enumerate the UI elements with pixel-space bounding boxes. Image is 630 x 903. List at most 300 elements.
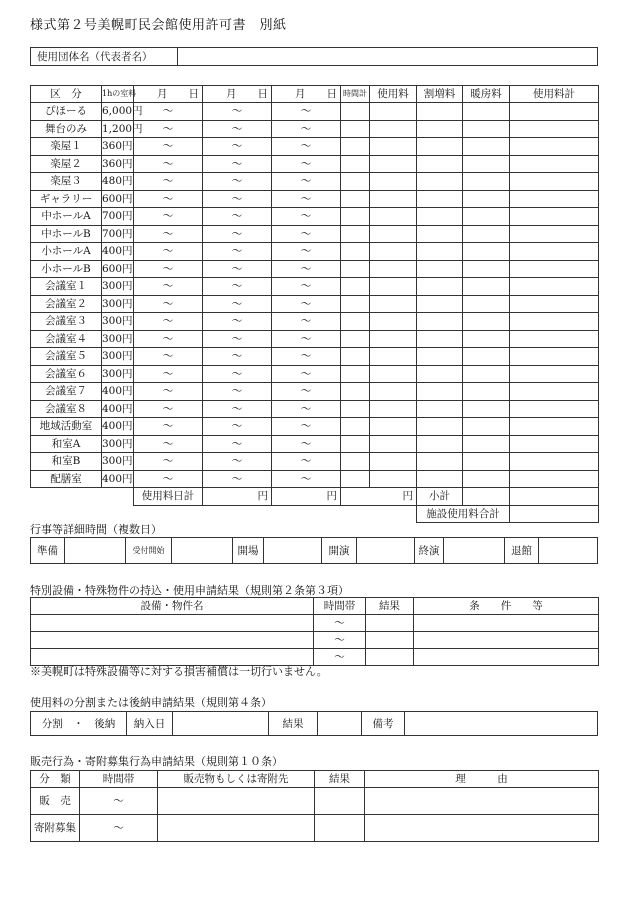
sales-header-time-slot: 時間帯 xyxy=(80,771,158,788)
date-1-time[interactable]: 〜 xyxy=(134,348,203,366)
usage-fee-cell[interactable] xyxy=(370,120,417,138)
fee-row xyxy=(31,400,599,418)
usage-fee-cell[interactable] xyxy=(370,243,417,261)
event-heading: 行事等詳細時間（複数日） xyxy=(30,523,162,536)
date-3-time[interactable]: 〜 xyxy=(272,295,341,313)
fee-row xyxy=(31,208,599,226)
usage-fee-total-cell[interactable] xyxy=(510,208,599,226)
header-hourly-fee: 1hの室料 xyxy=(102,86,134,103)
room-name: 小ホールA xyxy=(31,243,102,261)
surcharge-cell[interactable] xyxy=(417,103,463,121)
usage-fee-cell[interactable] xyxy=(370,418,417,436)
surcharge-cell[interactable] xyxy=(417,400,463,418)
heating-fee-cell[interactable] xyxy=(463,225,510,243)
date-2-time[interactable]: 〜 xyxy=(203,365,272,383)
special-row xyxy=(31,632,599,649)
date-1-time[interactable]: 〜 xyxy=(134,225,203,243)
heating-fee-cell[interactable] xyxy=(463,330,510,348)
facility-total-field[interactable] xyxy=(510,505,599,523)
usage-fee-cell[interactable] xyxy=(370,278,417,296)
hourly-fee: 400円 xyxy=(102,383,134,401)
heating-fee-cell[interactable] xyxy=(463,418,510,436)
date-2-time[interactable]: 〜 xyxy=(203,278,272,296)
subtotal-surcharge[interactable] xyxy=(510,488,599,506)
fee-row xyxy=(31,383,599,401)
date-2-time[interactable]: 〜 xyxy=(203,400,272,418)
date-3-time[interactable]: 〜 xyxy=(272,418,341,436)
date-1-time[interactable]: 〜 xyxy=(134,295,203,313)
surcharge-cell[interactable] xyxy=(417,365,463,383)
fee-row xyxy=(31,155,599,173)
surcharge-cell[interactable] xyxy=(417,225,463,243)
usage-fee-cell[interactable] xyxy=(370,173,417,191)
surcharge-cell[interactable] xyxy=(417,348,463,366)
surcharge-cell[interactable] xyxy=(417,383,463,401)
usage-fee-total-cell[interactable] xyxy=(510,400,599,418)
event-reception-start-field[interactable] xyxy=(172,538,233,564)
date-3-time[interactable]: 〜 xyxy=(272,260,341,278)
heating-fee-cell[interactable] xyxy=(463,453,510,471)
usage-fee-cell[interactable] xyxy=(370,330,417,348)
special-row xyxy=(31,615,599,632)
event-prep-label: 準備 xyxy=(31,538,65,564)
date-3-time[interactable]: 〜 xyxy=(272,400,341,418)
sales-category: 寄附募集 xyxy=(31,815,80,842)
total-hours-cell[interactable] xyxy=(341,278,370,296)
header-date-1: 月 日 xyxy=(134,86,203,103)
heating-fee-cell[interactable] xyxy=(463,383,510,401)
heating-fee-cell[interactable] xyxy=(463,365,510,383)
date-2-time[interactable]: 〜 xyxy=(203,453,272,471)
daily-total-1[interactable]: 円 xyxy=(203,488,272,506)
date-1-time[interactable]: 〜 xyxy=(134,383,203,401)
usage-fee-cell[interactable] xyxy=(370,208,417,226)
sales-row xyxy=(31,788,599,815)
date-2-time[interactable]: 〜 xyxy=(203,348,272,366)
total-hours-cell[interactable] xyxy=(341,103,370,121)
heating-fee-cell[interactable] xyxy=(463,173,510,191)
sales-item-field[interactable] xyxy=(158,815,315,842)
event-doors-open-field[interactable] xyxy=(264,538,322,564)
fee-row xyxy=(31,453,599,471)
heating-fee-cell[interactable] xyxy=(463,103,510,121)
special-equipment-table xyxy=(30,597,599,666)
surcharge-cell[interactable] xyxy=(417,313,463,331)
sales-header-result: 結果 xyxy=(315,771,365,788)
hourly-fee: 300円 xyxy=(102,278,134,296)
heating-fee-cell[interactable] xyxy=(463,470,510,488)
daily-total-2[interactable]: 円 xyxy=(272,488,341,506)
usage-fee-total-cell[interactable] xyxy=(510,190,599,208)
usage-fee-total-cell[interactable] xyxy=(510,243,599,261)
date-1-time[interactable]: 〜 xyxy=(134,208,203,226)
total-hours-cell[interactable] xyxy=(341,243,370,261)
fee-row xyxy=(31,120,599,138)
room-name: 会議室７ xyxy=(31,383,102,401)
usage-fee-cell[interactable] xyxy=(370,225,417,243)
hourly-fee: 360円 xyxy=(102,155,134,173)
date-2-time[interactable]: 〜 xyxy=(203,225,272,243)
hourly-fee: 360円 xyxy=(102,138,134,156)
special-header-time-slot: 時間帯 xyxy=(314,598,366,615)
usage-fee-total-cell[interactable] xyxy=(510,348,599,366)
date-2-time[interactable]: 〜 xyxy=(203,295,272,313)
total-hours-cell[interactable] xyxy=(341,348,370,366)
hourly-fee: 300円 xyxy=(102,348,134,366)
hourly-fee: 400円 xyxy=(102,243,134,261)
surcharge-cell[interactable] xyxy=(417,243,463,261)
usage-fee-total-cell[interactable] xyxy=(510,313,599,331)
date-3-time[interactable]: 〜 xyxy=(272,138,341,156)
header-total-hours: 時間計 xyxy=(341,86,370,103)
payment-date-label: 納入日 xyxy=(127,712,173,736)
date-2-time[interactable]: 〜 xyxy=(203,330,272,348)
room-name: 楽屋２ xyxy=(31,155,102,173)
usage-fee-total-cell[interactable] xyxy=(510,418,599,436)
subtotal-usage[interactable] xyxy=(463,488,510,506)
date-3-time[interactable]: 〜 xyxy=(272,120,341,138)
hourly-fee: 6,000円 xyxy=(102,103,134,121)
date-1-time[interactable]: 〜 xyxy=(134,435,203,453)
surcharge-cell[interactable] xyxy=(417,190,463,208)
usage-fee-cell[interactable] xyxy=(370,383,417,401)
special-header-conditions: 条 件 等 xyxy=(414,598,599,615)
usage-fee-total-cell[interactable] xyxy=(510,435,599,453)
date-2-time[interactable]: 〜 xyxy=(203,435,272,453)
date-1-time[interactable]: 〜 xyxy=(134,138,203,156)
special-result-field[interactable] xyxy=(366,615,414,632)
fee-row xyxy=(31,295,599,313)
fee-row xyxy=(31,243,599,261)
heating-fee-cell[interactable] xyxy=(463,400,510,418)
fee-row xyxy=(31,103,599,121)
usage-fee-total-cell[interactable] xyxy=(510,453,599,471)
date-3-time[interactable]: 〜 xyxy=(272,155,341,173)
date-1-time[interactable]: 〜 xyxy=(134,190,203,208)
usage-fee-total-cell[interactable] xyxy=(510,365,599,383)
total-hours-cell[interactable] xyxy=(341,313,370,331)
date-1-time[interactable]: 〜 xyxy=(134,260,203,278)
usage-fee-total-cell[interactable] xyxy=(510,103,599,121)
usage-fee-cell[interactable] xyxy=(370,295,417,313)
sales-header-item-or-recipient: 販売物もしくは寄附先 xyxy=(158,771,315,788)
form-title: 様式第２号美幌町民会館使用許可書 別紙 xyxy=(30,18,287,33)
date-3-time[interactable]: 〜 xyxy=(272,173,341,191)
fee-row xyxy=(31,260,599,278)
hourly-fee: 400円 xyxy=(102,470,134,488)
sales-reason-field[interactable] xyxy=(365,815,599,842)
usage-fee-total-cell[interactable] xyxy=(510,278,599,296)
group-name-field[interactable] xyxy=(178,48,598,66)
usage-fee-total-cell[interactable] xyxy=(510,260,599,278)
payment-remarks-field[interactable] xyxy=(405,712,598,736)
total-hours-cell[interactable] xyxy=(341,453,370,471)
date-2-time[interactable]: 〜 xyxy=(203,103,272,121)
hourly-fee: 700円 xyxy=(102,225,134,243)
date-3-time[interactable]: 〜 xyxy=(272,208,341,226)
special-conditions-field[interactable] xyxy=(414,615,599,632)
daily-total-3[interactable]: 円 xyxy=(341,488,417,506)
sales-header-category: 分 類 xyxy=(31,771,80,788)
date-2-time[interactable]: 〜 xyxy=(203,120,272,138)
room-name: 小ホールB xyxy=(31,260,102,278)
heating-fee-cell[interactable] xyxy=(463,190,510,208)
surcharge-cell[interactable] xyxy=(417,173,463,191)
date-3-time[interactable]: 〜 xyxy=(272,348,341,366)
fee-row xyxy=(31,313,599,331)
sales-time-field[interactable]: 〜 xyxy=(80,788,158,815)
heating-fee-cell[interactable] xyxy=(463,120,510,138)
surcharge-cell[interactable] xyxy=(417,418,463,436)
total-hours-cell[interactable] xyxy=(341,173,370,191)
date-1-time[interactable]: 〜 xyxy=(134,365,203,383)
sales-result-field[interactable] xyxy=(315,815,365,842)
date-3-time[interactable]: 〜 xyxy=(272,330,341,348)
date-3-time[interactable]: 〜 xyxy=(272,435,341,453)
usage-fee-total-cell[interactable] xyxy=(510,330,599,348)
surcharge-cell[interactable] xyxy=(417,278,463,296)
room-name: 会議室３ xyxy=(31,313,102,331)
heating-fee-cell[interactable] xyxy=(463,278,510,296)
date-1-time[interactable]: 〜 xyxy=(134,453,203,471)
payment-date-field[interactable] xyxy=(173,712,269,736)
fee-row xyxy=(31,225,599,243)
event-prep-field[interactable] xyxy=(65,538,126,564)
header-heating-fee: 暖房料 xyxy=(463,86,510,103)
heating-fee-cell[interactable] xyxy=(463,208,510,226)
date-3-time[interactable]: 〜 xyxy=(272,470,341,488)
subtotal-label: 小計 xyxy=(417,488,463,506)
date-3-time[interactable]: 〜 xyxy=(272,313,341,331)
event-performance-start-label: 開演 xyxy=(322,538,357,564)
sales-header-row xyxy=(31,771,599,788)
usage-fee-cell[interactable] xyxy=(370,190,417,208)
room-name: 会議室８ xyxy=(31,400,102,418)
usage-fee-total-cell[interactable] xyxy=(510,470,599,488)
event-leave-field[interactable] xyxy=(539,538,598,564)
usage-fee-total-cell[interactable] xyxy=(510,138,599,156)
event-performance-end-field[interactable] xyxy=(444,538,505,564)
date-1-time[interactable]: 〜 xyxy=(134,120,203,138)
heating-fee-cell[interactable] xyxy=(463,313,510,331)
hourly-fee: 300円 xyxy=(102,295,134,313)
surcharge-cell[interactable] xyxy=(417,138,463,156)
room-name: 楽屋１ xyxy=(31,138,102,156)
payment-result-label: 結果 xyxy=(269,712,318,736)
special-heading: 特別設備・特殊物件の持込・使用申請結果（規則第２条第３項） xyxy=(30,584,349,597)
usage-fee-total-cell[interactable] xyxy=(510,225,599,243)
usage-fee-cell[interactable] xyxy=(370,103,417,121)
sales-result-field[interactable] xyxy=(315,788,365,815)
date-2-time[interactable]: 〜 xyxy=(203,243,272,261)
event-time-table xyxy=(30,537,598,564)
event-reception-start-label: 受付開始 xyxy=(126,538,172,564)
sales-time-field[interactable]: 〜 xyxy=(80,815,158,842)
event-doors-open-label: 開場 xyxy=(233,538,264,564)
fee-row xyxy=(31,418,599,436)
date-2-time[interactable]: 〜 xyxy=(203,173,272,191)
usage-fee-total-cell[interactable] xyxy=(510,295,599,313)
date-1-time[interactable]: 〜 xyxy=(134,173,203,191)
sales-reason-field[interactable] xyxy=(365,788,599,815)
surcharge-cell[interactable] xyxy=(417,208,463,226)
total-hours-cell[interactable] xyxy=(341,155,370,173)
surcharge-cell[interactable] xyxy=(417,435,463,453)
header-date-3: 月 日 xyxy=(272,86,341,103)
usage-fee-cell[interactable] xyxy=(370,348,417,366)
total-hours-cell[interactable] xyxy=(341,435,370,453)
special-conditions-field[interactable] xyxy=(414,649,599,666)
surcharge-cell[interactable] xyxy=(417,295,463,313)
heating-fee-cell[interactable] xyxy=(463,155,510,173)
date-2-time[interactable]: 〜 xyxy=(203,260,272,278)
room-name: 和室B xyxy=(31,453,102,471)
total-hours-cell[interactable] xyxy=(341,208,370,226)
room-name: 楽屋３ xyxy=(31,173,102,191)
room-name: 地域活動室 xyxy=(31,418,102,436)
hourly-fee: 300円 xyxy=(102,313,134,331)
total-hours-cell[interactable] xyxy=(341,260,370,278)
total-hours-cell[interactable] xyxy=(341,330,370,348)
total-hours-cell[interactable] xyxy=(341,190,370,208)
payment-table xyxy=(30,711,598,736)
date-3-time[interactable]: 〜 xyxy=(272,365,341,383)
facility-total-blank xyxy=(31,505,417,523)
special-equipment-field[interactable] xyxy=(31,615,314,632)
date-2-time[interactable]: 〜 xyxy=(203,383,272,401)
split-deferred-label: 分割 ・ 後納 xyxy=(31,712,127,736)
hourly-fee: 600円 xyxy=(102,260,134,278)
usage-fee-cell[interactable] xyxy=(370,313,417,331)
payment-heading: 使用料の分割または後納申請結果（規則第４条） xyxy=(30,696,272,709)
header-section: 区 分 xyxy=(31,86,102,103)
total-hours-cell[interactable] xyxy=(341,225,370,243)
usage-fee-total-cell[interactable] xyxy=(510,120,599,138)
date-2-time[interactable]: 〜 xyxy=(203,208,272,226)
fee-row xyxy=(31,278,599,296)
hourly-fee: 600円 xyxy=(102,190,134,208)
sales-item-field[interactable] xyxy=(158,788,315,815)
surcharge-cell[interactable] xyxy=(417,330,463,348)
total-hours-cell[interactable] xyxy=(341,295,370,313)
header-date-2: 月 日 xyxy=(203,86,272,103)
usage-fee-cell[interactable] xyxy=(370,365,417,383)
special-time-field[interactable]: 〜 xyxy=(314,649,366,666)
special-time-field[interactable]: 〜 xyxy=(314,632,366,649)
event-performance-start-field[interactable] xyxy=(357,538,415,564)
special-time-field[interactable]: 〜 xyxy=(314,615,366,632)
date-3-time[interactable]: 〜 xyxy=(272,383,341,401)
date-3-time[interactable]: 〜 xyxy=(272,278,341,296)
date-3-time[interactable]: 〜 xyxy=(272,225,341,243)
date-3-time[interactable]: 〜 xyxy=(272,103,341,121)
usage-fee-cell[interactable] xyxy=(370,435,417,453)
special-equipment-field[interactable] xyxy=(31,632,314,649)
date-2-time[interactable]: 〜 xyxy=(203,138,272,156)
date-2-time[interactable]: 〜 xyxy=(203,155,272,173)
event-leave-label: 退館 xyxy=(505,538,539,564)
usage-fee-cell[interactable] xyxy=(370,453,417,471)
hourly-fee: 300円 xyxy=(102,330,134,348)
total-hours-cell[interactable] xyxy=(341,365,370,383)
date-1-time[interactable]: 〜 xyxy=(134,103,203,121)
date-2-time[interactable]: 〜 xyxy=(203,470,272,488)
heating-fee-cell[interactable] xyxy=(463,138,510,156)
usage-fee-total-cell[interactable] xyxy=(510,173,599,191)
date-1-time[interactable]: 〜 xyxy=(134,313,203,331)
date-1-time[interactable]: 〜 xyxy=(134,400,203,418)
date-2-time[interactable]: 〜 xyxy=(203,190,272,208)
special-header-equipment-name: 設備・物件名 xyxy=(31,598,314,615)
date-1-time[interactable]: 〜 xyxy=(134,243,203,261)
special-header-result: 結果 xyxy=(366,598,414,615)
room-name: 会議室２ xyxy=(31,295,102,313)
special-header-row xyxy=(31,598,599,615)
date-1-time[interactable]: 〜 xyxy=(134,470,203,488)
surcharge-cell[interactable] xyxy=(417,453,463,471)
date-2-time[interactable]: 〜 xyxy=(203,418,272,436)
date-3-time[interactable]: 〜 xyxy=(272,243,341,261)
fee-table xyxy=(30,85,599,523)
heating-fee-cell[interactable] xyxy=(463,243,510,261)
usage-fee-total-cell[interactable] xyxy=(510,155,599,173)
fee-row xyxy=(31,138,599,156)
usage-fee-cell[interactable] xyxy=(370,470,417,488)
heating-fee-cell[interactable] xyxy=(463,295,510,313)
usage-fee-cell[interactable] xyxy=(370,155,417,173)
date-1-time[interactable]: 〜 xyxy=(134,418,203,436)
heating-fee-cell[interactable] xyxy=(463,348,510,366)
hourly-fee: 480円 xyxy=(102,173,134,191)
fee-row xyxy=(31,470,599,488)
fee-row xyxy=(31,348,599,366)
date-3-time[interactable]: 〜 xyxy=(272,190,341,208)
usage-fee-cell[interactable] xyxy=(370,138,417,156)
date-1-time[interactable]: 〜 xyxy=(134,278,203,296)
total-hours-cell[interactable] xyxy=(341,120,370,138)
room-name: 会議室４ xyxy=(31,330,102,348)
total-hours-cell[interactable] xyxy=(341,470,370,488)
heating-fee-cell[interactable] xyxy=(463,260,510,278)
surcharge-cell[interactable] xyxy=(417,155,463,173)
total-hours-cell[interactable] xyxy=(341,138,370,156)
usage-fee-total-cell[interactable] xyxy=(510,383,599,401)
payment-result-field[interactable] xyxy=(318,712,362,736)
hourly-fee: 700円 xyxy=(102,208,134,226)
room-name: 会議室１ xyxy=(31,278,102,296)
total-hours-cell[interactable] xyxy=(341,418,370,436)
usage-fee-cell[interactable] xyxy=(370,400,417,418)
fee-row xyxy=(31,435,599,453)
header-surcharge: 割増料 xyxy=(417,86,463,103)
surcharge-cell[interactable] xyxy=(417,120,463,138)
special-conditions-field[interactable] xyxy=(414,632,599,649)
special-result-field[interactable] xyxy=(366,632,414,649)
surcharge-cell[interactable] xyxy=(417,470,463,488)
room-name: 和室A xyxy=(31,435,102,453)
usage-fee-cell[interactable] xyxy=(370,260,417,278)
special-result-field[interactable] xyxy=(366,649,414,666)
surcharge-cell[interactable] xyxy=(417,260,463,278)
total-hours-cell[interactable] xyxy=(341,383,370,401)
date-3-time[interactable]: 〜 xyxy=(272,453,341,471)
date-1-time[interactable]: 〜 xyxy=(134,155,203,173)
heating-fee-cell[interactable] xyxy=(463,435,510,453)
date-2-time[interactable]: 〜 xyxy=(203,313,272,331)
date-1-time[interactable]: 〜 xyxy=(134,330,203,348)
total-hours-cell[interactable] xyxy=(341,400,370,418)
group-name-label: 使用団体名（代表者名） xyxy=(31,48,178,66)
